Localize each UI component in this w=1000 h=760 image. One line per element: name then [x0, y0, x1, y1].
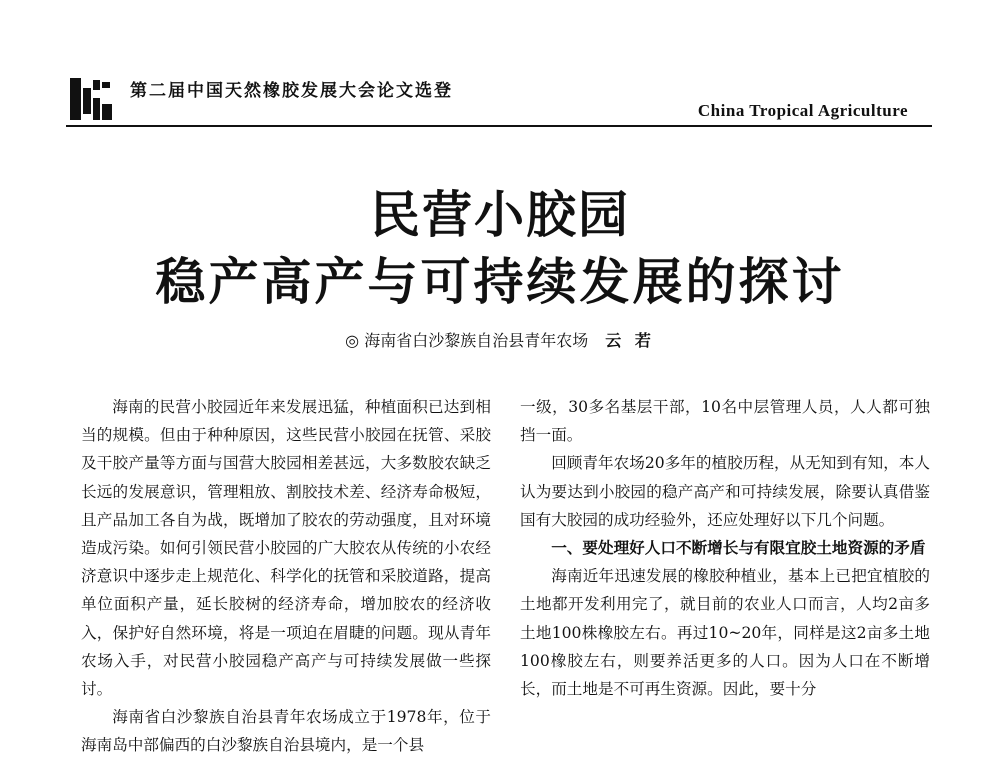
- byline: [0, 328, 1000, 351]
- affiliation: 海南省白沙黎族自治县青年农场: [364, 331, 589, 350]
- paragraph-continuation: 一级，30多名基层干部，10名中层管理人员，人人都可独挡一面。: [520, 398, 930, 445]
- paragraph: 回顾青年农场20多年的植胶历程，从无知到有知，本人认为要达到小胶园的稳产高产和可持续发展，除要认真借鉴国有大胶园的成功经验外，还应处理好以下几个问题。: [520, 454, 930, 529]
- journal-name: China Tropical Agriculture: [697, 101, 908, 120]
- paragraph: 海南近年迅速发展的橡胶种植业，基本上已把宜植胶的土地都开发利用完了，就目前的农业人口而言，人均2亩多土地100株橡胶左右。再过10~20年，同样是这2亩多土地100橡胶左右，则要养活更多的人口。因为人口在不断增长，而土地是不可再生资源。因此，要十分: [520, 567, 930, 699]
- left-column: [81, 393, 491, 760]
- author-name: 云 若: [605, 331, 655, 350]
- byline-symbol: ◎: [345, 331, 360, 350]
- article-title-line1: 民营小胶园: [370, 186, 630, 244]
- paragraph: 海南省白沙黎族自治县青年农场成立于1978年，位于海南岛中部偏西的白沙黎族自治县境内，是一个县: [81, 708, 491, 755]
- series-title: 第二届中国天然橡胶发展大会论文选登: [130, 81, 453, 101]
- journal-logo-icon: [70, 78, 112, 120]
- article-title-line2: 稳产高产与可持续发展的探讨: [155, 253, 845, 311]
- header-rule: [66, 125, 932, 127]
- right-column: [520, 393, 930, 703]
- paragraph: 海南的民营小胶园近年来发展迅猛，种植面积已达到相当的规模。但由于种种原因，这些民营小胶园在抚管、采胶及干胶产量等方面与国营大胶园相差甚远，大多数胶农缺乏长远的发展意识，管理粗放、割胶技术差、经济寿命极短，且产品加工各自为战，既增加了胶农的劳动强度，且对环境造成污染。如何引领民营小胶园的广大胶农从传统的小农经济意识中逐步走上规范化、科学化的抚管和采胶道路，提高单位面积产量，延长胶树的经济寿命，增加胶农的经济收入，保护好自然环境，将是一项迫在眉睫的问题。现从青年农场入手，对民营小胶园稳产高产与可持续发展做一些探讨。: [81, 398, 491, 699]
- section-heading: 一、要处理好人口不断增长与有限宜胶土地资源的矛盾: [551, 539, 926, 558]
